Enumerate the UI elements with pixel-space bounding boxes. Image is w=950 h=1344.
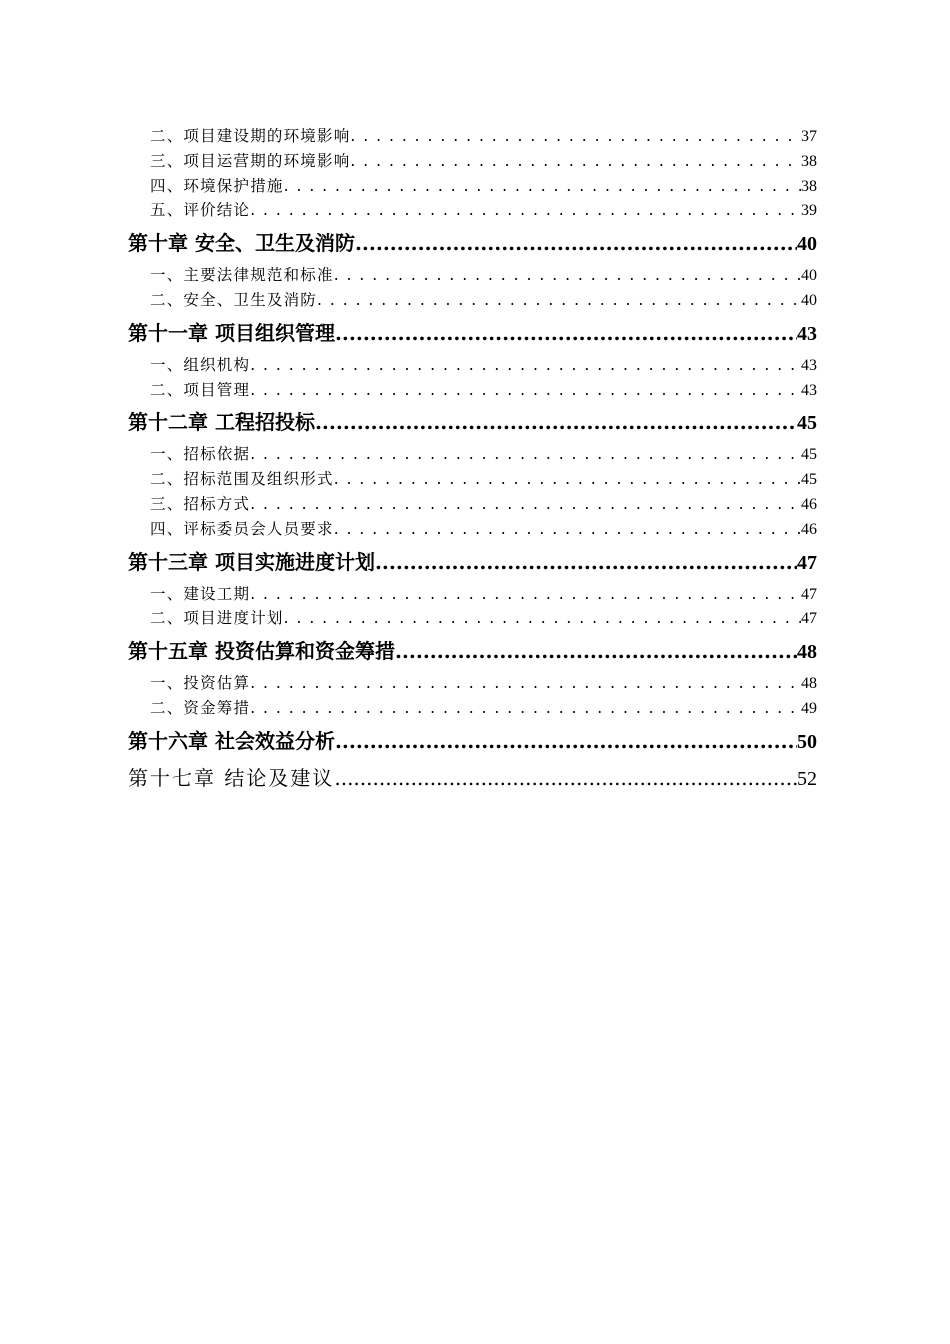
dot-leader bbox=[250, 696, 801, 721]
toc-entry-page: 40 bbox=[801, 289, 817, 313]
toc-entry-title: 二、资金筹措 bbox=[150, 696, 250, 721]
dot-leader bbox=[250, 353, 801, 378]
toc-chapter-page: 48 bbox=[797, 635, 817, 668]
toc-entry[interactable] bbox=[128, 149, 817, 174]
toc-chapter-title: 第十章 安全、卫生及消防 bbox=[128, 226, 355, 260]
dot-leader bbox=[284, 606, 801, 631]
toc-entry[interactable] bbox=[128, 124, 817, 149]
toc-entry-title: 五、评价结论 bbox=[150, 198, 250, 223]
dot-leader bbox=[335, 724, 797, 758]
dot-leader bbox=[317, 288, 801, 313]
toc-chapter[interactable] bbox=[128, 724, 817, 758]
dot-leader bbox=[334, 517, 801, 542]
toc-entry-title: 一、招标依据 bbox=[150, 442, 250, 467]
toc-entry-page: 46 bbox=[801, 518, 817, 542]
toc-entry[interactable] bbox=[128, 378, 817, 403]
toc-entry-title: 一、投资估算 bbox=[150, 671, 250, 696]
toc-entry[interactable] bbox=[128, 606, 817, 631]
toc-chapter[interactable] bbox=[128, 226, 817, 260]
toc-entry-title: 四、环境保护措施 bbox=[150, 174, 284, 199]
toc-entry[interactable] bbox=[128, 263, 817, 288]
toc-chapter-page: 43 bbox=[797, 317, 817, 350]
dot-leader bbox=[334, 761, 797, 795]
toc-entry-title: 二、项目管理 bbox=[150, 378, 250, 403]
toc-entry-page: 39 bbox=[801, 199, 817, 223]
toc-entry-title: 一、建设工期 bbox=[150, 582, 250, 607]
toc-entry-page: 48 bbox=[801, 672, 817, 696]
toc-entry-title: 二、招标范围及组织形式 bbox=[150, 467, 334, 492]
toc-entry[interactable] bbox=[128, 288, 817, 313]
toc-chapter-title: 第十三章 项目实施进度计划 bbox=[128, 545, 375, 579]
toc-entry[interactable] bbox=[128, 671, 817, 696]
toc-entry[interactable] bbox=[128, 442, 817, 467]
dot-leader bbox=[250, 492, 801, 517]
toc-chapter[interactable] bbox=[128, 405, 817, 439]
dot-leader bbox=[250, 442, 801, 467]
toc-entry-page: 46 bbox=[801, 493, 817, 517]
toc-entry-title: 三、招标方式 bbox=[150, 492, 250, 517]
toc-chapter[interactable] bbox=[128, 316, 817, 350]
dot-leader bbox=[334, 263, 801, 288]
toc-entry-title: 四、评标委员会人员要求 bbox=[150, 517, 334, 542]
toc-entry-title: 二、安全、卫生及消防 bbox=[150, 288, 317, 313]
dot-leader bbox=[335, 316, 797, 350]
dot-leader bbox=[250, 671, 801, 696]
toc-entry-page: 45 bbox=[801, 443, 817, 467]
dot-leader bbox=[395, 634, 797, 668]
toc-entry-page: 38 bbox=[801, 150, 817, 174]
toc-entry-page: 37 bbox=[801, 125, 817, 149]
toc-entry[interactable] bbox=[128, 353, 817, 378]
dot-leader bbox=[334, 467, 801, 492]
toc-entry[interactable] bbox=[128, 696, 817, 721]
toc-entry[interactable] bbox=[128, 174, 817, 199]
toc-entry[interactable] bbox=[128, 492, 817, 517]
dot-leader bbox=[315, 405, 797, 439]
toc-entry[interactable] bbox=[128, 467, 817, 492]
toc-entry-title: 三、项目运营期的环境影响 bbox=[150, 149, 350, 174]
toc-entry-title: 一、主要法律规范和标准 bbox=[150, 263, 334, 288]
toc-chapter[interactable] bbox=[128, 761, 817, 795]
toc-entry-page: 38 bbox=[801, 175, 817, 199]
toc-chapter-title: 第十二章 工程招投标 bbox=[128, 405, 315, 439]
toc-chapter-title: 第十五章 投资估算和资金筹措 bbox=[128, 634, 395, 668]
toc-chapter-page: 47 bbox=[797, 546, 817, 579]
toc-chapter-page: 52 bbox=[797, 762, 817, 795]
toc-entry-title: 一、组织机构 bbox=[150, 353, 250, 378]
dot-leader bbox=[284, 174, 801, 199]
toc-chapter-page: 45 bbox=[797, 406, 817, 439]
toc-chapter[interactable] bbox=[128, 545, 817, 579]
toc-entry-title: 二、项目建设期的环境影响 bbox=[150, 124, 350, 149]
toc-entry-page: 49 bbox=[801, 697, 817, 721]
dot-leader bbox=[250, 378, 801, 403]
toc-chapter-title: 第十六章 社会效益分析 bbox=[128, 724, 335, 758]
dot-leader bbox=[375, 545, 797, 579]
toc-entry[interactable] bbox=[128, 198, 817, 223]
dot-leader bbox=[355, 226, 797, 260]
toc-entry-title: 二、项目进度计划 bbox=[150, 606, 284, 631]
dot-leader bbox=[250, 198, 801, 223]
toc-chapter[interactable] bbox=[128, 634, 817, 668]
toc-entry-page: 43 bbox=[801, 379, 817, 403]
toc-chapter-page: 40 bbox=[797, 227, 817, 260]
dot-leader bbox=[250, 582, 801, 607]
toc-entry-page: 43 bbox=[801, 354, 817, 378]
table-of-contents bbox=[128, 124, 817, 798]
toc-entry-page: 40 bbox=[801, 264, 817, 288]
toc-entry[interactable] bbox=[128, 517, 817, 542]
toc-chapter-title: 第十七章 结论及建议 bbox=[128, 761, 334, 795]
toc-entry-page: 47 bbox=[801, 607, 817, 631]
toc-chapter-page: 50 bbox=[797, 725, 817, 758]
toc-entry-page: 47 bbox=[801, 583, 817, 607]
toc-entry-page: 45 bbox=[801, 468, 817, 492]
toc-chapter-title: 第十一章 项目组织管理 bbox=[128, 316, 335, 350]
dot-leader bbox=[350, 149, 801, 174]
toc-entry[interactable] bbox=[128, 582, 817, 607]
dot-leader bbox=[350, 124, 801, 149]
